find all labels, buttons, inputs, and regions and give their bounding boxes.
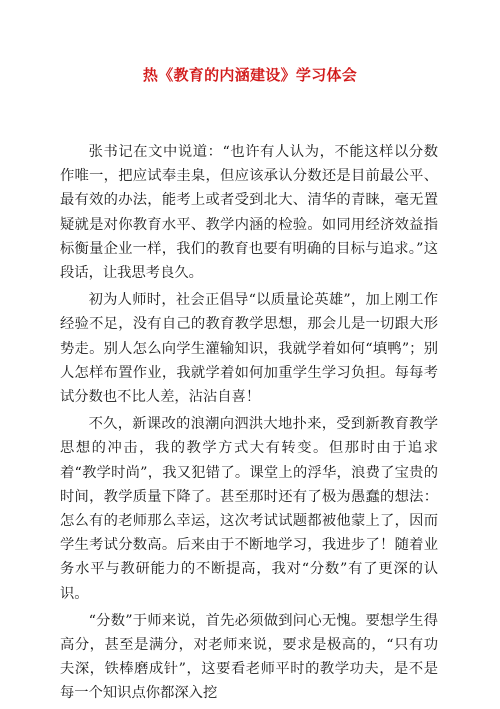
paragraph: 不久，新课改的浪潮向泗洪大地扑来，受到新教育教学思想的冲击，我的教学方式大有转变。但那时由于追求着“教学时尚”，我又犯错了。课堂上的浮华，浪费了宝贵的时间，教学质量下降了。甚至那时还有了极为愚蠢的想法：怎么有的老师那么幸运，这次考试试题都被他蒙上了，因而学生考试分数高。后来由于不断地学习，我进步了！随着业务水平与教研能力的不断提高，我对“分数”有了更深的认识。 [60, 416, 438, 602]
document-title: 热《教育的内涵建设》学习体会 [142, 66, 358, 84]
paragraph: 初为人师时，社会正倡导“以质量论英雄”，加上刚工作经验不足，没有自己的教育教学思想，那会儿是一切跟大形势走。别人怎么向学生灌输知识，我就学着如何“填鸭”；别人怎样布置作业，我就学着如何加重学生学习负担。每每考试分数也不比人差，沾沾自喜！ [60, 292, 438, 406]
document-body [60, 140, 438, 709]
paragraph: 张书记在文中说道：“也许有人认为，不能这样以分数作唯一，把应试奉圭臬，但应该承认分数还是目前最公平、最有效的办法，能考上或者受到北大、清华的青睐，毫无置疑就是对你教育水平、教学内涵的检验。如同用经济效益指标衡量企业一样，我们的教育也要有明确的目标与追求。”这段话，让我思考良久。 [60, 144, 438, 282]
paragraph: “分数”于师来说，首先必须做到问心无愧。要想学生得高分，甚至是满分，对老师来说，要求是极高的，“只有功夫深，铁棒磨成针”，这要看老师平时的教学功夫，是不是每一个知识点你都深入挖 [60, 612, 438, 702]
